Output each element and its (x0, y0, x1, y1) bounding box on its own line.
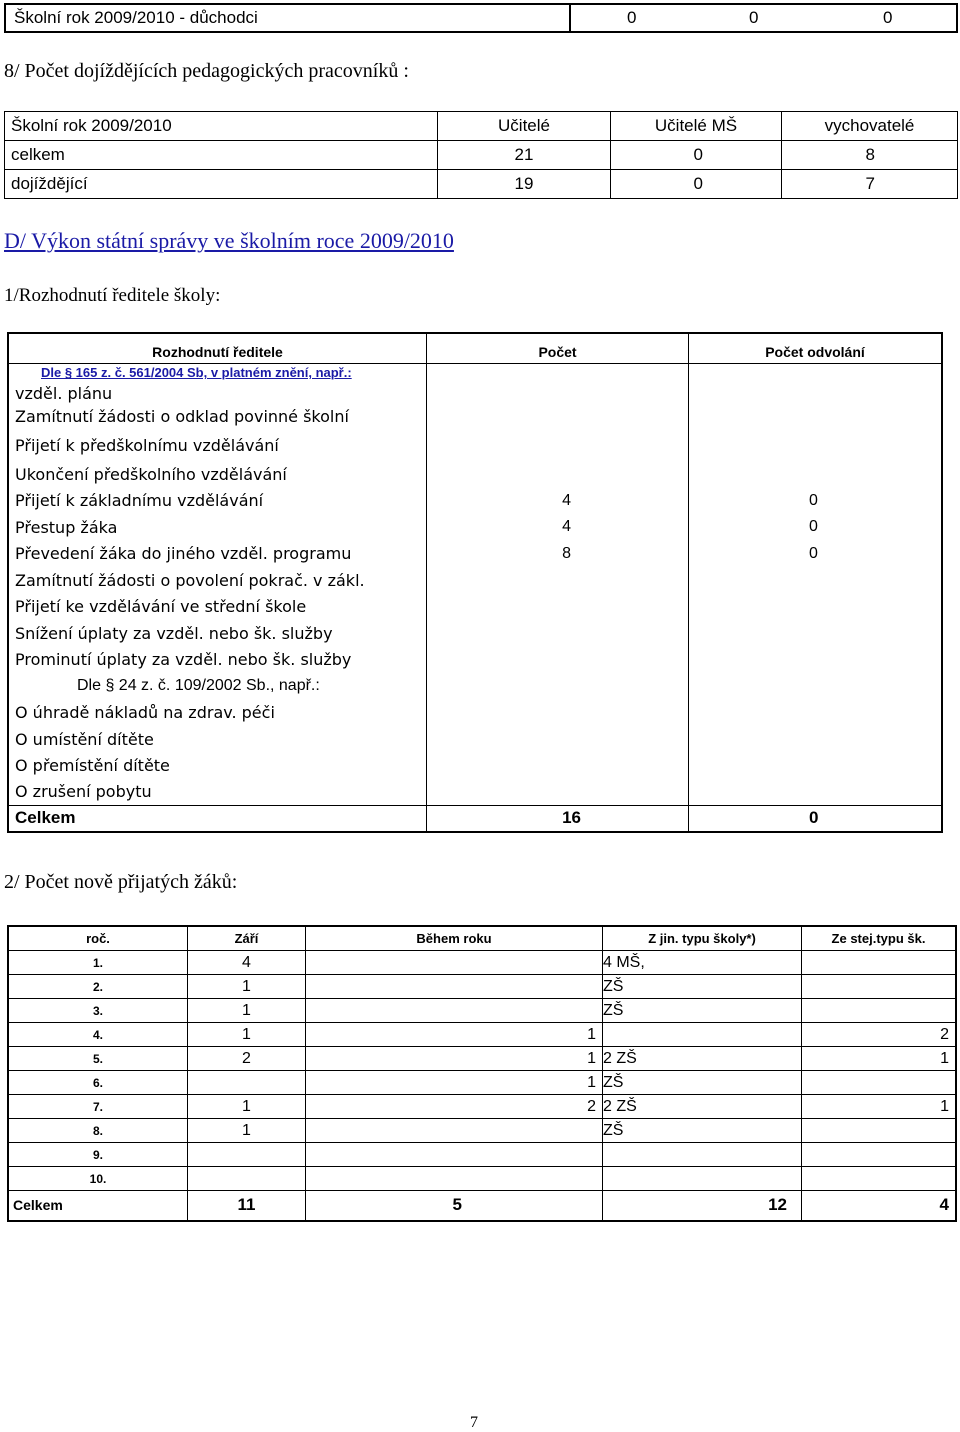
decisions-row (8, 779, 942, 805)
decisions-sub2: Dle § 24 z. č. 109/2002 Sb., např.: (8, 673, 427, 699)
new-pupils-row (8, 1167, 956, 1191)
commute-row-commuting (5, 170, 958, 199)
new-pupils-year: 6. (8, 1071, 188, 1095)
new-pupils-row (8, 999, 956, 1023)
decisions-total-label: Celkem (8, 805, 427, 832)
new-pupils-year: 4. (8, 1023, 188, 1047)
decision-label: vzděl. plánu (8, 383, 427, 403)
decision-count (427, 567, 689, 593)
new-pupils-table (7, 925, 957, 1222)
new-pupils-cell (802, 951, 957, 975)
decision-count (427, 620, 689, 646)
new-pupils-header-september: Září (188, 926, 306, 951)
new-pupils-year: 9. (8, 1143, 188, 1167)
new-pupils-cell (188, 1143, 306, 1167)
decision-appeals (689, 779, 943, 805)
new-pupils-total-september: 11 (188, 1191, 306, 1221)
new-pupils-cell: 1 (188, 975, 306, 999)
commute-header-year: Školní rok 2009/2010 (5, 112, 438, 141)
decision-count (427, 752, 689, 779)
new-pupils-cell: ZŠ (603, 999, 802, 1023)
decision-label: O umístění dítěte (8, 726, 427, 752)
decision-appeals (689, 403, 943, 429)
decisions-row (8, 567, 942, 593)
decision-label: Zamítnutí žádosti o odklad povinné školní (8, 403, 427, 429)
new-pupils-cell (802, 1071, 957, 1095)
decision-label: Přestup žáka (8, 514, 427, 540)
new-pupils-cell (306, 1143, 603, 1167)
decision-appeals (689, 461, 943, 487)
decisions-row (8, 726, 942, 752)
new-pupils-cell: 1 (188, 1095, 306, 1119)
section-d-title: D/ Výkon státní správy ve školním roce 2009/2010 (4, 228, 454, 253)
decisions-total-count: 16 (427, 805, 689, 832)
decisions-row (8, 540, 942, 567)
new-pupils-cell: 1 (802, 1095, 957, 1119)
new-pupils-cell (306, 975, 603, 999)
decision-label: Přijetí ke vzdělávání ve střední škole (8, 593, 427, 620)
commute-cell: 8 (782, 141, 958, 170)
new-pupils-cell (802, 975, 957, 999)
new-pupils-cell: 1 (188, 1023, 306, 1047)
commute-cell: 0 (611, 170, 782, 199)
new-pupils-cell: 4 (188, 951, 306, 975)
new-pupils-year: 5. (8, 1047, 188, 1071)
new-pupils-cell (188, 1071, 306, 1095)
retirees-value-3: 0 (883, 8, 893, 27)
commute-row-total (5, 141, 958, 170)
new-pupils-cell: 2 (306, 1095, 603, 1119)
new-pupils-cell: 2 ZŠ (603, 1095, 802, 1119)
new-pupils-total-during-year: 5 (306, 1191, 603, 1221)
decisions-row (8, 487, 942, 514)
decision-appeals (689, 646, 943, 673)
decisions-header-appeals: Počet odvolání (689, 333, 943, 363)
decision-count (427, 403, 689, 429)
new-pupils-cell (603, 1167, 802, 1191)
decision-count: 4 (427, 514, 689, 540)
new-pupils-cell: 2 (802, 1023, 957, 1047)
decisions-sub1: Dle § 165 z. č. 561/2004 Sb, v platném znění, např.: (41, 365, 352, 381)
decision-appeals: 0 (809, 491, 818, 509)
decision-count (427, 646, 689, 673)
decision-appeals (689, 726, 943, 752)
decision-count (427, 779, 689, 805)
commute-cell: 21 (438, 141, 611, 170)
retirees-value-2: 0 (749, 8, 759, 27)
new-pupils-cell (306, 1119, 603, 1143)
new-pupils-row (8, 1023, 956, 1047)
new-pupils-row (8, 1119, 956, 1143)
new-pupils-header-year: roč. (8, 926, 188, 951)
new-pupils-year: 7. (8, 1095, 188, 1119)
decision-appeals (689, 699, 943, 726)
commute-table (4, 111, 958, 199)
commute-cell: 0 (611, 141, 782, 170)
new-pupils-year: 8. (8, 1119, 188, 1143)
new-pupils-cell (802, 1167, 957, 1191)
decision-appeals: 0 (809, 544, 818, 562)
new-pupils-row (8, 1095, 956, 1119)
new-pupils-cell (188, 1167, 306, 1191)
decision-count (427, 429, 689, 461)
decision-label: Ukončení předškolního vzdělávání (8, 461, 427, 487)
decisions-row (8, 752, 942, 779)
decision-count: 4 (427, 487, 689, 514)
decision-label: O zrušení pobytu (8, 779, 427, 805)
new-pupils-cell: 2 ZŠ (603, 1047, 802, 1071)
new-pupils-cell (306, 951, 603, 975)
decision-count (427, 699, 689, 726)
new-pupils-cell: ZŠ (603, 1119, 802, 1143)
decisions-row (8, 699, 942, 726)
new-pupils-year: 2. (8, 975, 188, 999)
new-pupils-header-during-year: Během roku (306, 926, 603, 951)
decisions-total-row (8, 805, 942, 832)
decision-count (427, 461, 689, 487)
new-pupils-cell: ZŠ (603, 975, 802, 999)
decisions-header-decision: Rozhodnutí ředitele (8, 333, 427, 363)
decision-label: O úhradě nákladů na zdrav. péči (8, 699, 427, 726)
retirees-table (4, 3, 958, 33)
commute-header-row (5, 112, 958, 141)
decisions-header-count: Počet (427, 333, 689, 363)
new-pupils-year: 1. (8, 951, 188, 975)
decisions-row (8, 620, 942, 646)
commute-cell: celkem (5, 141, 438, 170)
new-pupils-year: 3. (8, 999, 188, 1023)
new-pupils-header-other-type: Z jin. typu školy*) (603, 926, 802, 951)
commute-header-educators: vychovatelé (782, 112, 958, 141)
retirees-row (5, 4, 957, 32)
commute-header-teachers: Učitelé (438, 112, 611, 141)
decisions-row (8, 429, 942, 461)
new-pupils-row (8, 975, 956, 999)
commute-header-teachers-ms: Učitelé MŠ (611, 112, 782, 141)
decisions-row (8, 646, 942, 673)
commute-heading: 8/ Počet dojíždějících pedagogických pracovníků : (4, 60, 409, 82)
decision-appeals (689, 593, 943, 620)
new-pupils-heading: 2/ Počet nově přijatých žáků: (4, 871, 238, 893)
decision-appeals (689, 429, 943, 461)
decision-label: Přijetí k základnímu vzdělávání (8, 487, 427, 514)
decision-appeals (689, 752, 943, 779)
decision-label: Přijetí k předškolnímu vzdělávání (8, 429, 427, 461)
decision-appeals (689, 383, 943, 403)
new-pupils-row (8, 1143, 956, 1167)
decisions-total-appeals: 0 (689, 805, 943, 832)
new-pupils-header-row (8, 926, 956, 951)
retirees-label: Školní rok 2009/2010 - důchodci (5, 4, 570, 32)
decision-label: Převedení žáka do jiného vzděl. programu (8, 540, 427, 567)
decision-label: Snížení úplaty za vzděl. nebo šk. služby (8, 620, 427, 646)
decision-appeals (689, 567, 943, 593)
new-pupils-cell (802, 999, 957, 1023)
new-pupils-cell: 1 (306, 1023, 603, 1047)
new-pupils-cell: 1 (802, 1047, 957, 1071)
decisions-sub1-row (8, 363, 942, 383)
decisions-row (8, 383, 942, 403)
new-pupils-total-label: Celkem (8, 1191, 188, 1221)
new-pupils-cell: 2 (188, 1047, 306, 1071)
decisions-row (8, 403, 942, 429)
new-pupils-total-other-type: 12 (603, 1191, 802, 1221)
new-pupils-cell (802, 1119, 957, 1143)
new-pupils-total-row (8, 1191, 956, 1221)
commute-cell: 7 (782, 170, 958, 199)
new-pupils-cell (306, 1167, 603, 1191)
decision-count: 8 (427, 540, 689, 567)
decisions-row (8, 593, 942, 620)
new-pupils-cell (603, 1143, 802, 1167)
decision-label: Zamítnutí žádosti o povolení pokrač. v zákl. (8, 567, 427, 593)
decision-label: Prominutí úplaty za vzděl. nebo šk. služby (8, 646, 427, 673)
new-pupils-row (8, 1071, 956, 1095)
new-pupils-row (8, 951, 956, 975)
decisions-row (8, 461, 942, 487)
new-pupils-total-same-type: 4 (802, 1191, 957, 1221)
section-d-subtitle: 1/Rozhodnutí ředitele školy: (4, 285, 221, 306)
new-pupils-cell: 1 (306, 1047, 603, 1071)
new-pupils-header-same-type: Ze stej.typu šk. (802, 926, 957, 951)
retirees-value-1: 0 (627, 8, 637, 27)
new-pupils-year: 10. (8, 1167, 188, 1191)
new-pupils-row (8, 1047, 956, 1071)
decision-appeals (689, 620, 943, 646)
new-pupils-cell: 1 (188, 1119, 306, 1143)
new-pupils-cell: 1 (306, 1071, 603, 1095)
decisions-sub2-row (8, 673, 942, 699)
decisions-header-row (8, 333, 942, 363)
page-number: 7 (470, 1414, 478, 1431)
new-pupils-cell (306, 999, 603, 1023)
new-pupils-cell (802, 1143, 957, 1167)
commute-cell: 19 (438, 170, 611, 199)
commute-cell: dojíždějící (5, 170, 438, 199)
decision-count (427, 593, 689, 620)
decision-appeals: 0 (809, 518, 818, 535)
new-pupils-cell: ZŠ (603, 1071, 802, 1095)
decisions-row (8, 514, 942, 540)
new-pupils-cell: 4 MŠ, (603, 951, 802, 975)
new-pupils-cell (603, 1023, 802, 1047)
decisions-table (7, 332, 943, 833)
decision-count (427, 383, 689, 403)
decision-count (427, 726, 689, 752)
decision-label: O přemístění dítěte (8, 752, 427, 779)
new-pupils-cell: 1 (188, 999, 306, 1023)
